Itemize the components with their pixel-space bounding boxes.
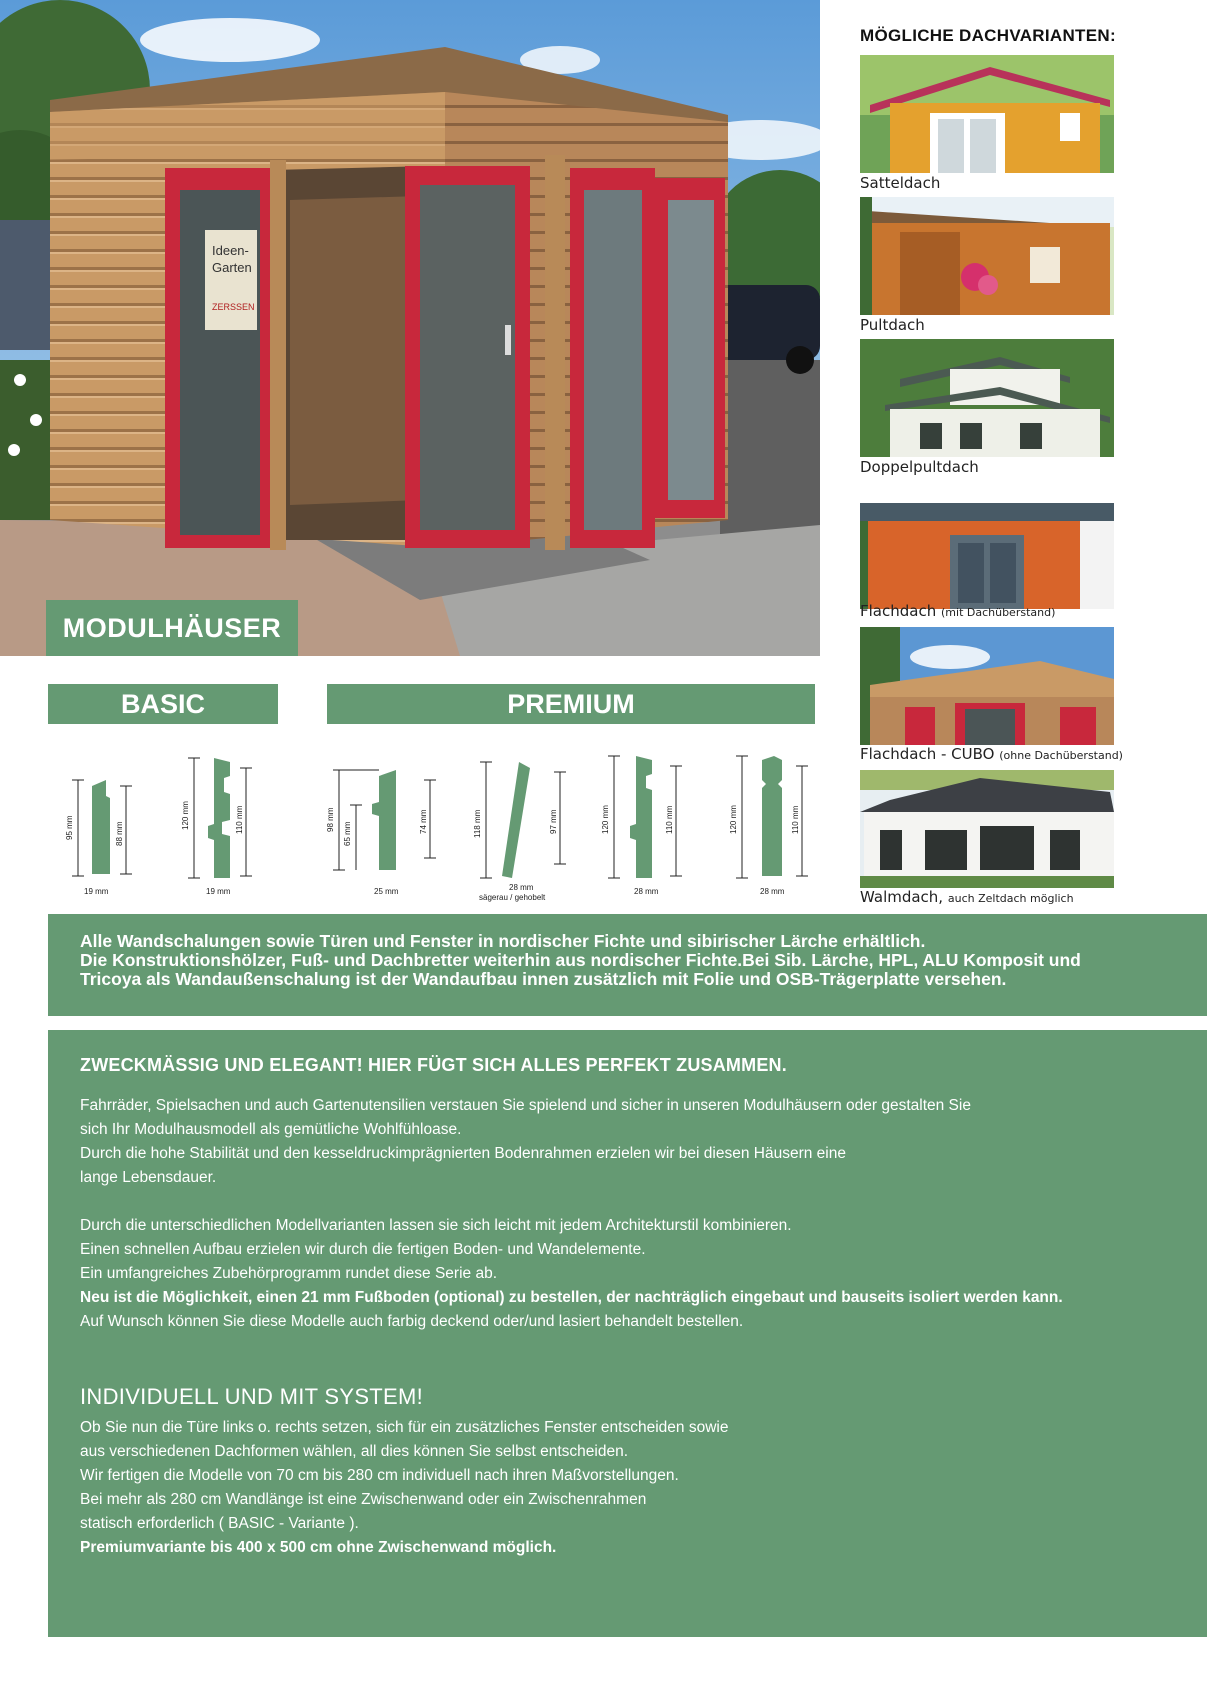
info-line-3: Tricoya als Wandaußenschalung ist der Wandaufbau innen zusätzlich mit Folie und OSB-Trägerplatte versehen. bbox=[80, 969, 1007, 989]
description-panel bbox=[48, 1030, 1207, 1637]
roof-photo-flachdach bbox=[860, 491, 1114, 609]
profile-4-width: 28 mm bbox=[509, 883, 534, 892]
section1-text: Auf Wunsch können Sie diese Modelle auch farbig deckend oder/und lasiert behandelt bestellen. bbox=[80, 1313, 744, 1330]
roof-caption-pultdach: Pultdach bbox=[860, 316, 925, 334]
profile-3-width: 25 mm bbox=[374, 887, 399, 896]
profile-4-inner: 97 mm bbox=[549, 809, 558, 834]
section2-text: Ob Sie nun die Türe links o. rechts setzen, sich für ein zusätzliches Fenster entscheiden sowie bbox=[80, 1419, 729, 1436]
hero-photo bbox=[0, 0, 820, 656]
section1-text: Einen schnellen Aufbau erzielen wir durch die fertigen Boden- und Wandelemente. bbox=[80, 1241, 646, 1258]
profile-2-inner: 110 mm bbox=[235, 805, 244, 834]
section2-text: Wir fertigen die Modelle von 70 cm bis 280 cm individuell nach ihren Maßvorstellungen. bbox=[80, 1467, 679, 1484]
svg-text:ZERSSEN: ZERSSEN bbox=[212, 302, 255, 312]
profile-6-inner: 110 mm bbox=[791, 805, 800, 834]
section1-text: Durch die unterschiedlichen Modellvarianten lassen sie sich leicht mit jedem Architekturstil kombinieren. bbox=[80, 1217, 792, 1234]
section1-text: Ein umfangreiches Zubehörprogramm rundet diese Serie ab. bbox=[80, 1265, 498, 1282]
profile-3-inner: 65 mm bbox=[343, 821, 352, 846]
profile-2-height: 120 mm bbox=[181, 801, 190, 830]
poster-text: Ideen- bbox=[212, 243, 249, 258]
section1-text: lange Lebensdauer. bbox=[80, 1169, 217, 1186]
section2-text: Bei mehr als 280 cm Wandlänge ist eine Zwischenwand oder ein Zwischenrahmen bbox=[80, 1491, 647, 1508]
profile-1-width: 19 mm bbox=[84, 887, 109, 896]
section2-text: statisch erforderlich ( BASIC - Variante ). bbox=[80, 1515, 359, 1532]
profile-3-inner2: 74 mm bbox=[419, 809, 428, 834]
profile-1-height: 95 mm bbox=[65, 815, 74, 840]
profile-3-height: 98 mm bbox=[326, 807, 335, 832]
section2-highlight: Premiumvariante bis 400 x 500 cm ohne Zwischenwand möglich. bbox=[80, 1539, 557, 1556]
section1-text: Durch die hohe Stabilität und den kesseldruckimprägnierten Bodenrahmen erzielen wir bei diesen Häusern eine bbox=[80, 1145, 846, 1162]
section2-text: aus verschiedenen Dachformen wählen, all dies können Sie selbst entscheiden. bbox=[80, 1443, 629, 1460]
roof-photo-pultdach bbox=[860, 197, 1114, 315]
profile-5-inner: 110 mm bbox=[665, 805, 674, 834]
profile-1-inner: 88 mm bbox=[115, 821, 124, 846]
roof-caption-flachdach-cubo: Flachdach - CUBO (ohne Dachüberstand) bbox=[860, 745, 1123, 763]
section1-text: Fahrräder, Spielsachen und auch Gartenutensilien verstauen Sie spielend und sicher in unseren Modulhäusern oder gestalten Sie bbox=[80, 1097, 971, 1114]
roof-caption-flachdach: Flachdach (mit Dachüberstand) bbox=[860, 602, 1056, 620]
roof-caption-walmdach: Walmdach, auch Zeltdach möglich bbox=[860, 888, 1074, 906]
roof-photo-satteldach bbox=[860, 55, 1114, 173]
roof-photo-doppelpultdach bbox=[860, 339, 1114, 457]
profile-6-width: 28 mm bbox=[760, 887, 785, 896]
section2-heading: INDIVIDUELL UND MIT SYSTEM! bbox=[80, 1384, 424, 1409]
svg-text:Garten: Garten bbox=[212, 260, 252, 275]
profile-4-height: 118 mm bbox=[473, 809, 482, 838]
premium-label: PREMIUM bbox=[327, 684, 815, 724]
roof-variants-title: MÖGLICHE DACHVARIANTEN: bbox=[860, 26, 1116, 45]
section1-text: sich Ihr Modulhausmodell als gemütliche Wohlfühloase. bbox=[80, 1121, 462, 1138]
wall-profile-diagrams bbox=[44, 740, 834, 910]
roof-caption-doppelpultdach: Doppelpultdach bbox=[860, 458, 979, 476]
section1-heading: ZWECKMÄSSIG UND ELEGANT! HIER FÜGT SICH ALLES PERFEKT ZUSAMMEN. bbox=[80, 1055, 787, 1075]
profile-6-height: 120 mm bbox=[729, 805, 738, 834]
roof-photo-flachdach-cubo bbox=[860, 627, 1114, 745]
profile-5-height: 120 mm bbox=[601, 805, 610, 834]
roof-photo-walmdach bbox=[860, 770, 1114, 888]
info-line-1: Alle Wandschalungen sowie Türen und Fenster in nordischer Fichte und sibirischer Lärche erhältlich. bbox=[80, 931, 926, 951]
info-line-2: Die Konstruktionshölzer, Fuß- und Dachbretter weiterhin aus nordischer Fichte.Bei Sib. Lärche, HPL, ALU Komposit und bbox=[80, 950, 1081, 970]
section1-highlight: Neu ist die Möglichkeit, einen 21 mm Fußboden (optional) zu bestellen, der nachträglich eingebaut und bauseits isoliert werden kann. bbox=[80, 1289, 1063, 1306]
info-banner bbox=[48, 914, 1207, 1016]
profile-5-width: 28 mm bbox=[634, 887, 659, 896]
hero-label: MODULHÄUSER bbox=[46, 600, 298, 656]
profile-2-width: 19 mm bbox=[206, 887, 231, 896]
basic-label: BASIC bbox=[48, 684, 278, 724]
profile-4-note: sägerau / gehobelt bbox=[479, 893, 546, 902]
roof-caption-satteldach: Satteldach bbox=[860, 174, 941, 192]
